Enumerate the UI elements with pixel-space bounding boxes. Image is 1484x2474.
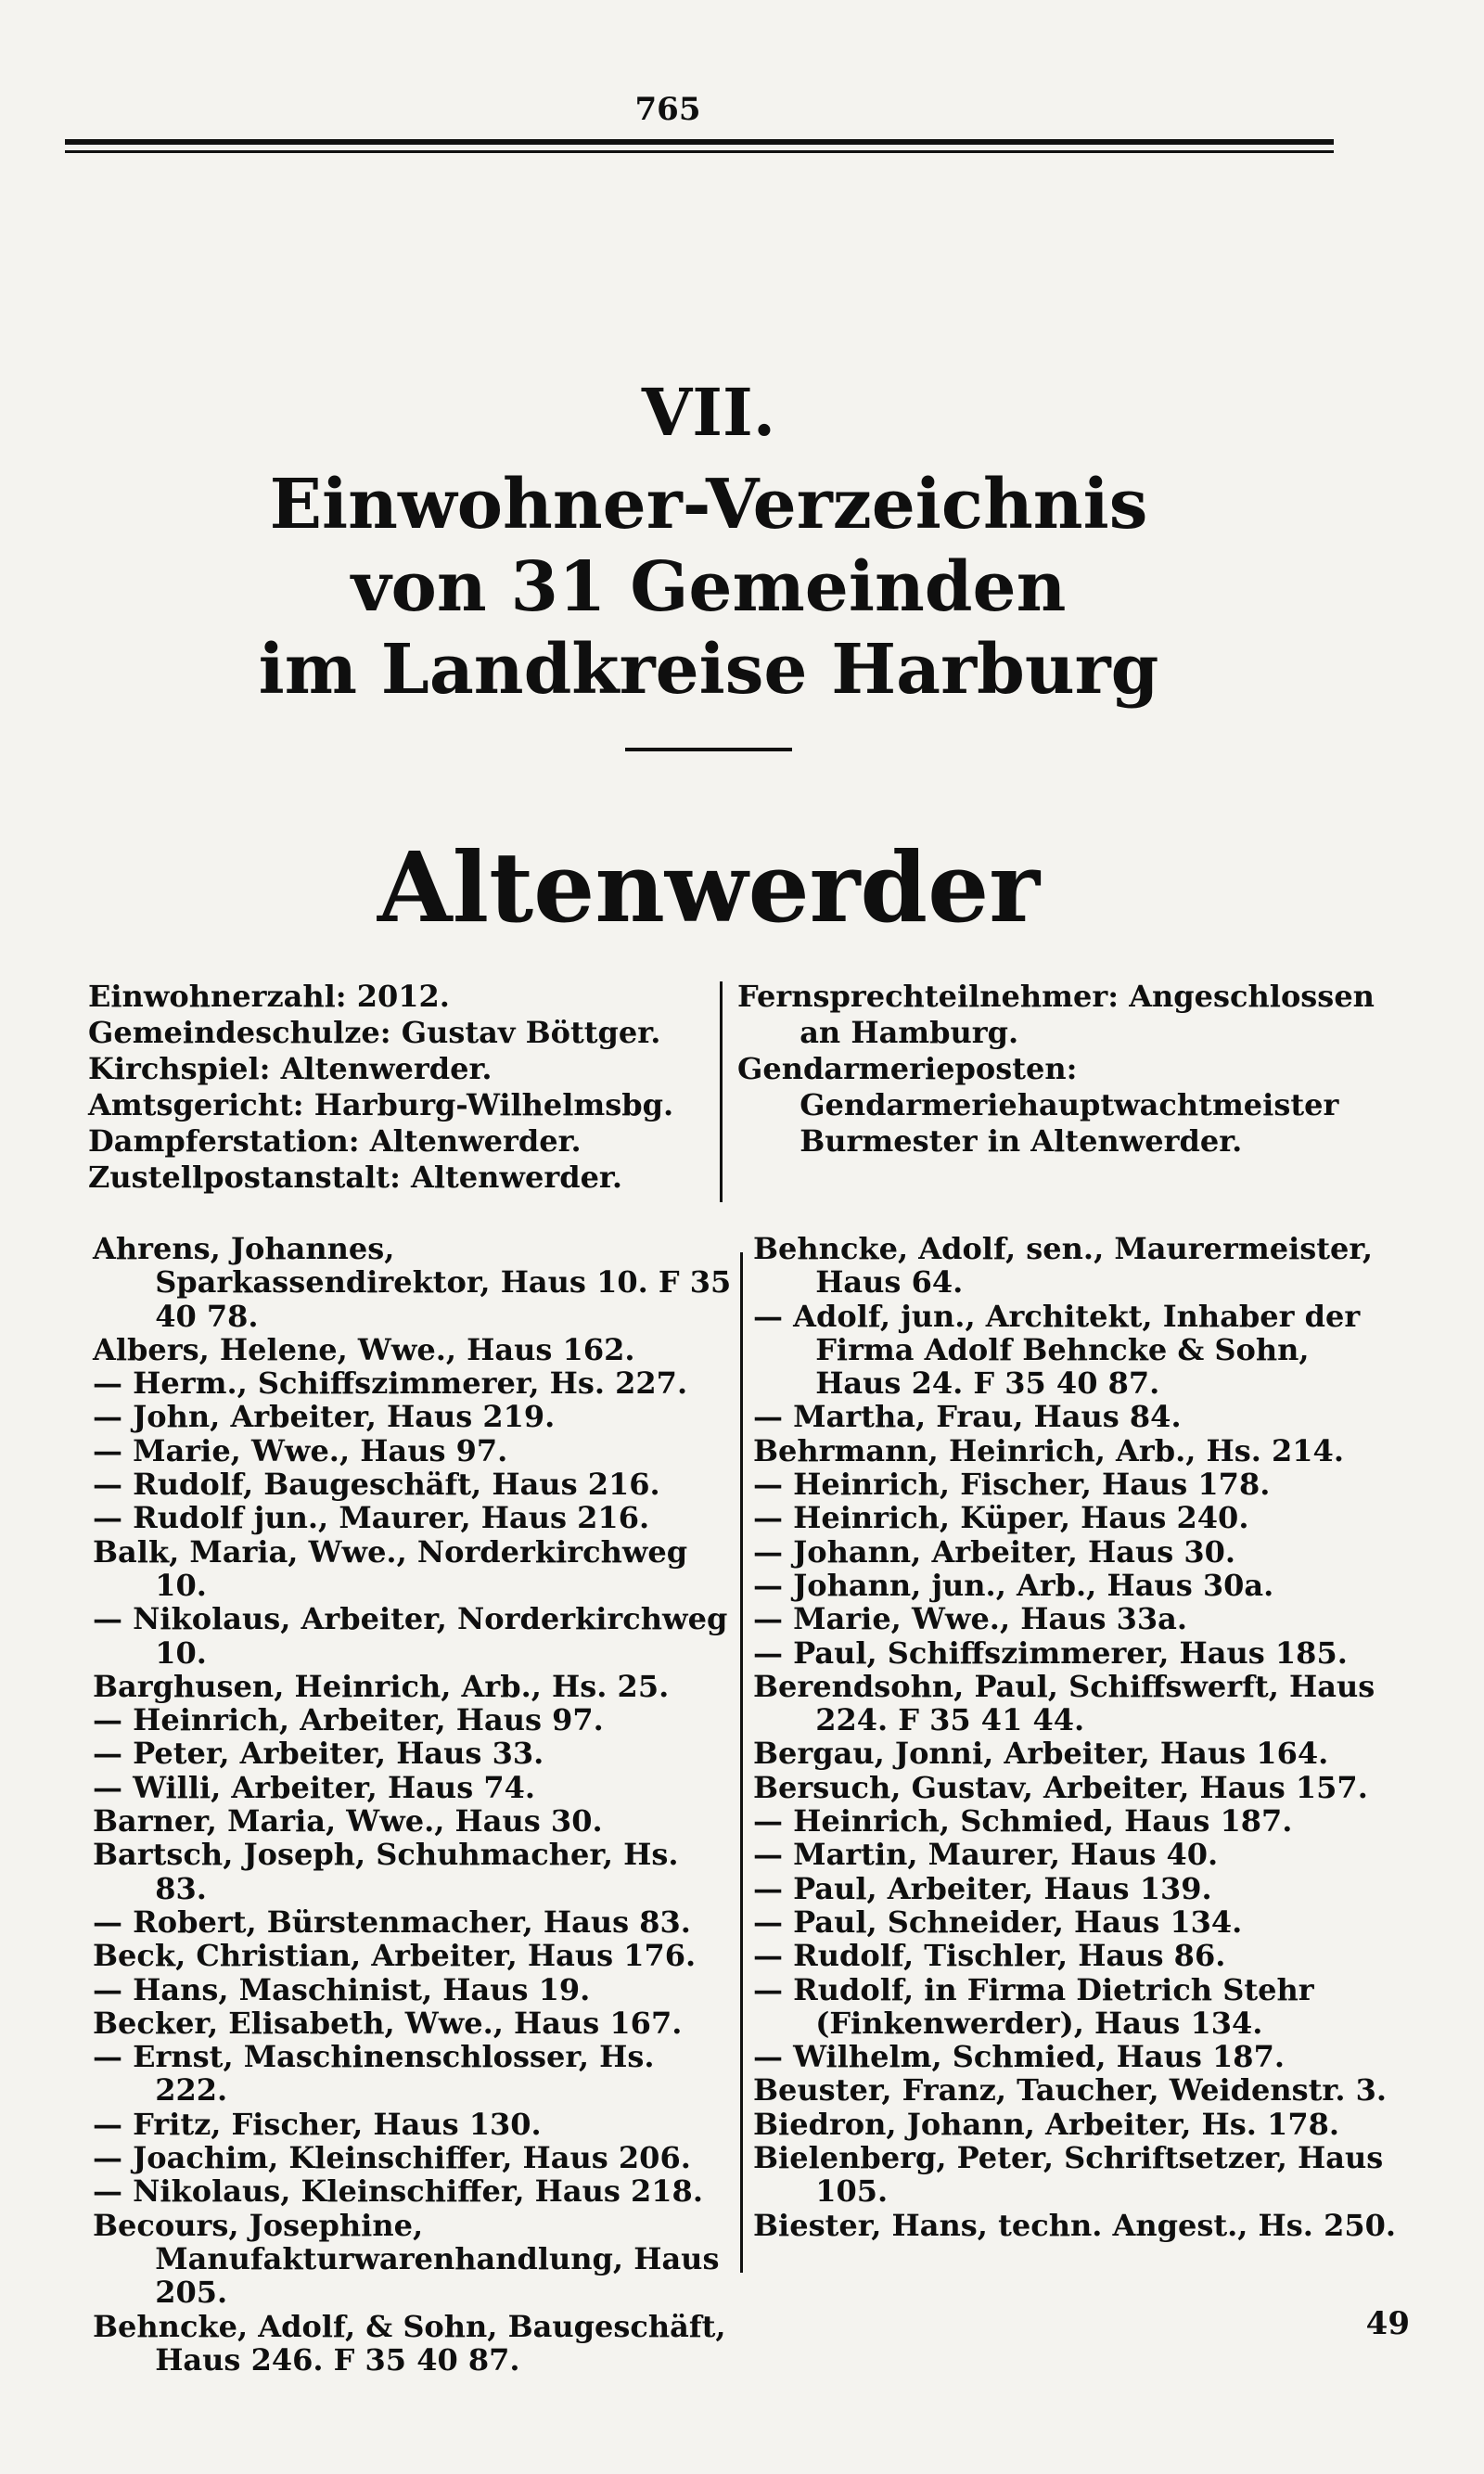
info-left-column — [88, 979, 719, 1196]
resident-entry: — Marie, Wwe., Haus 33a. — [753, 1601, 1188, 1637]
resident-entry: Ahrens, Johannes, Sparkassendirektor, Haus 10. F 35 40 78. — [93, 1231, 732, 1334]
resident-entry: — Joachim, Kleinschiffer, Haus 206. — [93, 2140, 691, 2176]
title-divider — [625, 748, 792, 751]
resident-entry: — Rudolf, in Firma Dietrich Stehr (Finkenwerder), Haus 134. — [753, 1971, 1314, 2041]
resident-entry: Beck, Christian, Arbeiter, Haus 176. — [93, 1938, 697, 1974]
resident-entry: — Peter, Arbeiter, Haus 33. — [93, 1736, 544, 1772]
chapter-title-line: Einwohner-Verzeichnis — [269, 465, 1148, 545]
chapter-title — [0, 464, 1417, 711]
resident-entry: — Hans, Maschinist, Haus 19. — [93, 1971, 591, 2007]
resident-entry: — Wilhelm, Schmied, Haus 187. — [753, 2039, 1285, 2075]
resident-entry: — Paul, Schiffszimmerer, Haus 185. — [753, 1634, 1348, 1671]
resident-entry: Bartsch, Joseph, Schuhmacher, Hs. 83. — [93, 1837, 679, 1906]
info-line: Kirchspiel: Altenwerder. — [88, 1051, 493, 1086]
resident-entry: Bielenberg, Peter, Schriftsetzer, Haus 105. — [753, 2140, 1384, 2210]
resident-entry: — Nikolaus, Arbeiter, Norderkirchweg 10. — [93, 1601, 728, 1671]
municipality-info — [88, 979, 1401, 1211]
info-line: Dampferstation: Altenwerder. — [88, 1123, 582, 1159]
info-line: Zustellpostanstalt: Altenwerder. — [88, 1160, 622, 1195]
resident-entry: Becours, Josephine, Manufakturwarenhandlung, Haus 205. — [93, 2207, 720, 2311]
resident-entry: Berendsohn, Paul, Schiffswerft, Haus 224. F 35 41 44. — [753, 1668, 1375, 1738]
resident-entry: — Martin, Maurer, Haus 40. — [753, 1837, 1219, 1873]
resident-entry: — Rudolf jun., Maurer, Haus 216. — [93, 1500, 650, 1536]
resident-entry: — Adolf, jun., Architekt, Inhaber der Firma Adolf Behncke & Sohn, Haus 24. F 35 40 87. — [753, 1298, 1361, 1402]
resident-entry: — Paul, Schneider, Haus 134. — [753, 1904, 1243, 1940]
resident-entry: Barghusen, Heinrich, Arb., Hs. 25. — [93, 1668, 670, 1704]
resident-entry: Bergau, Jonni, Arbeiter, Haus 164. — [753, 1736, 1329, 1772]
chapter-numeral: VII. — [641, 374, 776, 451]
resident-entry: — Heinrich, Arbeiter, Haus 97. — [93, 1702, 604, 1738]
resident-entry: Becker, Elisabeth, Wwe., Haus 167. — [93, 2005, 683, 2041]
resident-entry: — Fritz, Fischer, Haus 130. — [93, 2106, 542, 2142]
resident-entry: — Heinrich, Schmied, Haus 187. — [753, 1803, 1293, 1839]
page-number-bottom: 49 — [1365, 2305, 1410, 2342]
resident-entry: Barner, Maria, Wwe., Haus 30. — [93, 1803, 603, 1839]
resident-entry: — John, Arbeiter, Haus 219. — [93, 1399, 556, 1435]
chapter-heading — [0, 374, 1417, 945]
resident-entry: Biester, Hans, techn. Angest., Hs. 250. — [753, 2207, 1397, 2243]
chapter-title-line: im Landkreise Harburg — [258, 629, 1159, 710]
resident-entry: — Rudolf, Baugeschäft, Haus 216. — [93, 1467, 660, 1503]
resident-entry: Albers, Helene, Wwe., Haus 162. — [93, 1331, 635, 1367]
resident-entry: — Martha, Frau, Haus 84. — [753, 1399, 1182, 1435]
header-rule-thin — [65, 150, 1334, 153]
resident-entry: — Heinrich, Küper, Haus 240. — [753, 1500, 1249, 1536]
info-line: Gendarmerieposten: Gendarmeriehauptwachtmeister Burmester in Altenwerder. — [737, 1051, 1339, 1159]
resident-column-left — [93, 1232, 733, 2377]
resident-entry: Behncke, Adolf, & Sohn, Baugeschäft, Haus 246. F 35 40 87. — [93, 2308, 726, 2378]
resident-column-right — [753, 1232, 1402, 2242]
resident-entry: — Paul, Arbeiter, Haus 139. — [753, 1870, 1212, 1906]
resident-entry: Biedron, Johann, Arbeiter, Hs. 178. — [753, 2106, 1339, 2142]
resident-entry: — Johann, Arbeiter, Haus 30. — [753, 1533, 1236, 1570]
info-line: Einwohnerzahl: 2012. — [88, 979, 450, 1014]
town-name: Altenwerder — [377, 830, 1041, 945]
resident-entry: — Rudolf, Tischler, Haus 86. — [753, 1938, 1226, 1974]
header-rule — [65, 139, 1334, 145]
resident-entry: Behncke, Adolf, sen., Maurermeister, Haus 64. — [753, 1231, 1374, 1301]
column-divider — [740, 1252, 743, 2273]
resident-entry: Bersuch, Gustav, Arbeiter, Haus 157. — [753, 1769, 1368, 1805]
resident-entry: — Heinrich, Fischer, Haus 178. — [753, 1467, 1271, 1503]
resident-entry: — Nikolaus, Kleinschiffer, Haus 218. — [93, 2173, 703, 2210]
info-line: Amtsgericht: Harburg-Wilhelmsbg. — [88, 1087, 674, 1122]
info-line: Fernsprechteilnehmer: Angeschlossen an Hamburg. — [737, 979, 1375, 1050]
resident-entry: — Willi, Arbeiter, Haus 74. — [93, 1769, 536, 1805]
column-divider-top — [720, 981, 723, 1202]
resident-entry: — Johann, jun., Arb., Haus 30a. — [753, 1567, 1274, 1603]
resident-entry: Beuster, Franz, Taucher, Weidenstr. 3. — [753, 2072, 1388, 2109]
resident-entry: — Marie, Wwe., Haus 97. — [93, 1432, 508, 1468]
resident-entry: — Ernst, Maschinenschlosser, Hs. 222. — [93, 2039, 655, 2109]
resident-entry: — Herm., Schiffszimmerer, Hs. 227. — [93, 1365, 688, 1402]
info-right-column — [737, 979, 1401, 1160]
resident-entry: Balk, Maria, Wwe., Norderkirchweg 10. — [93, 1533, 688, 1603]
resident-entry: Behrmann, Heinrich, Arb., Hs. 214. — [753, 1432, 1344, 1468]
info-line: Gemeindeschulze: Gustav Böttger. — [88, 1015, 661, 1050]
resident-entry: — Robert, Bürstenmacher, Haus 83. — [93, 1904, 691, 1940]
chapter-title-line: von 31 Gemeinden — [351, 546, 1067, 627]
page-number-top: 765 — [634, 91, 701, 128]
